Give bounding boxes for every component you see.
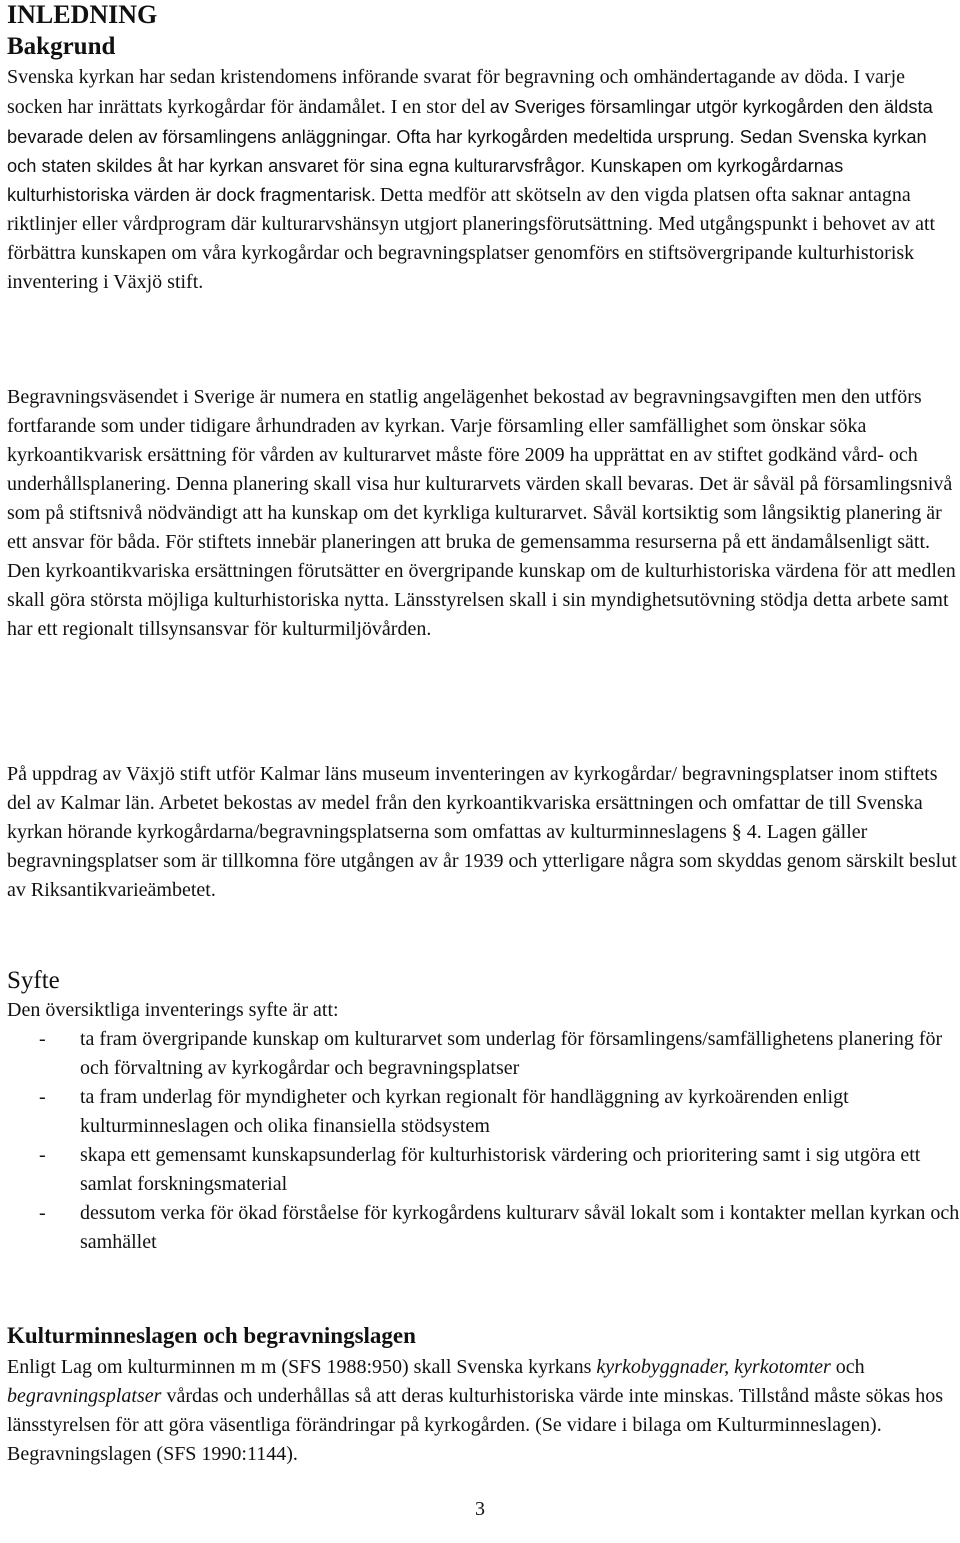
page-number: 3 [475, 1498, 485, 1520]
paragraph-text-tail: Detta medför att skötseln av den vigda platsen ofta saknar antagna riktlinjer eller vårdprogram där kulturarvshänsyn utgjort planeringsförutsättning. Med utgångspunkt i behovet av att förbättra kunskapen om våra kyrkogårdar och begravningsplatser genomförs en stiftsövergripande kulturhistorisk inventering i Växjö stift. [7, 184, 936, 293]
section-heading-bakgrund: Bakgrund [7, 33, 116, 60]
law-text-b: och [830, 1356, 865, 1378]
list-item-text: dessutom verka för ökad förståelse för kyrkogårdens kulturarv såväl lokalt som i kontakter mellan kyrkan och samhället [80, 1202, 960, 1253]
list-item [7, 1083, 960, 1141]
law-italic-b: begravningsplatser [7, 1385, 162, 1407]
paragraph-bakgrund-2: Begravningsväsendet i Sverige är numera en statlig angelägenhet bekostad av begravningsavgiften men den utförs fortfarande som under tidigare århundraden av kyrkan. Varje församling eller samfällighet som önskar söka kyrkoantikvarisk ersättning för vården av kulturarvet måste före 2009 ha upprättat en av stiftet godkänd vård- och underhållsplanering. Denna planering skall visa hur kulturarvets värden skall bevaras. Det är såväl på församlingsnivå som på stiftsnivå nödvändigt att ha kunskap om det kyrkliga kulturarvet. Såväl kortsiktig som långsiktig planering är ett ansvar för båda. För stiftets innebär planeringen att bruka de gemensamma resurserna på ett ändamålsenligt sätt. Den kyrkoantikvariska ersättningen förutsätter en övergripande kunskap om de kulturhistoriska värdena för att medlen skall göra största möjliga kulturhistoriska nytta. Länsstyrelsen skall i sin myndighetsutövning stödja detta arbete samt har ett regionalt tillsynsansvar för kulturmiljövården. [7, 386, 956, 640]
list-dash: - [39, 1202, 46, 1224]
paragraph-bakgrund-3: På uppdrag av Växjö stift utför Kalmar läns museum inventeringen av kyrkogårdar/ begravningsplatser inom stiftets del av Kalmar län. Arbetet bekostas av medel från den kyrkoantikvariska ersättningen och omfattar de till Svenska kyrkan hörande kyrkogårdarna/begravningsplatserna som omfattas av kulturminneslagens § 4. Lagen gäller begravningsplatser som är tillkomna före utgången av år 1939 och ytterligare några som skyddas genom särskilt beslut av Riksantikvarieämbetet. [7, 763, 957, 901]
list-item-text: ta fram övergripande kunskap om kulturarvet som underlag för församlingens/samfällighetens planering för och förvaltning av kyrkogårdar och begravningsplatser [80, 1028, 943, 1079]
list-dash: - [39, 1028, 46, 1050]
paragraph-text-sans: av Sveriges församlingar utgör kyrkogården den äldsta bevarade delen av församlingens anläggningar. Ofta har kyrkogården medeltida ursprung. Sedan Svenska kyrkan och staten skildes åt har kyrkan ansvaret för sina egna kulturarvsfrågor. Kunskapen om kyrkogårdarnas kulturhistoriska värden är dock fragmentarisk. [7, 96, 933, 205]
list-dash: - [39, 1144, 46, 1166]
law-text-c: vårdas och underhållas så att deras kulturhistoriska värde inte minskas. Tillstånd måste sökas hos länsstyrelsen för att göra väsentliga förändringar på kyrkogården. (Se vidare i bilaga om Kulturminneslagen). Begravningslagen (SFS 1990:1144). [7, 1385, 943, 1465]
section-heading-syfte: Syfte [7, 967, 60, 994]
paragraph-text-serif: Svenska kyrkan har sedan kristendomens införande svarat för begravning och omhändertagande av döda. I varje socken har inrättats kyrkogårdar för ändamålet. I en stor del [7, 66, 906, 118]
document-heading: INLEDNING [7, 0, 158, 29]
section-heading-kulturminneslagen: Kulturminneslagen och begravningslagen [7, 1323, 416, 1348]
list-dash: - [39, 1086, 46, 1108]
list-item-text: ta fram underlag för myndigheter och kyrkan regionalt för handläggning av kyrkoärenden enligt kulturminneslagen och olika finansiella stödsystem [80, 1086, 849, 1137]
list-item [7, 1141, 960, 1199]
list-item-text: skapa ett gemensamt kunskapsunderlag för kulturhistorisk värdering och prioritering samt i sig utgöra ett samlat forskningsmaterial [80, 1144, 921, 1195]
paragraph-kulturminneslagen [7, 1353, 960, 1469]
list-item [7, 1025, 960, 1083]
list-item [7, 1199, 960, 1257]
purpose-list [7, 1025, 960, 1257]
law-text-a: Enligt Lag om kulturminnen m m (SFS 1988:950) skall Svenska kyrkans [7, 1356, 597, 1378]
law-italic-a: kyrkobyggnader, kyrkotomter [596, 1356, 831, 1378]
paragraph-bakgrund-1 [7, 63, 960, 297]
purpose-intro: Den översiktliga inventerings syfte är att: [7, 999, 339, 1021]
